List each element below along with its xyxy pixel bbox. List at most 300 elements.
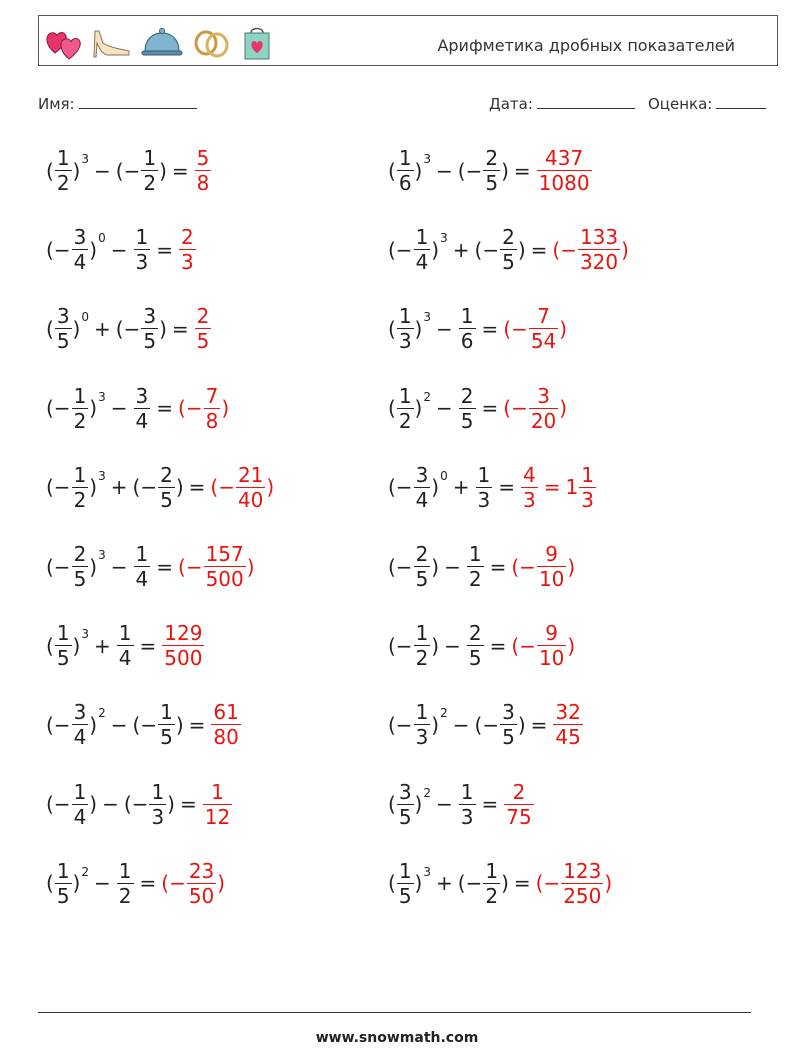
parenthesis: ): [72, 316, 81, 341]
denominator: 8: [196, 171, 210, 195]
operator: =: [171, 158, 189, 183]
numerator: 3: [73, 700, 87, 725]
numerator: 2: [512, 779, 526, 804]
parenthesis: (−: [474, 712, 500, 737]
numerator: 1: [415, 700, 429, 725]
fraction: [521, 463, 538, 512]
exponent: 3: [423, 152, 431, 166]
fraction: [397, 146, 414, 195]
fraction: [149, 780, 166, 829]
denominator: 2: [398, 408, 412, 433]
parenthesis: (−: [474, 237, 500, 262]
answer: [178, 384, 229, 433]
numerator: 21: [237, 462, 264, 487]
denominator: 500: [205, 567, 244, 591]
denominator: 5: [468, 646, 482, 671]
operator: −: [94, 158, 111, 183]
numerator: 1: [73, 462, 87, 487]
fraction: [141, 146, 158, 195]
denominator: 4: [415, 250, 429, 275]
parenthesis: (−: [178, 554, 203, 579]
denominator: 5: [56, 646, 70, 671]
fraction: [467, 621, 484, 670]
operator: =: [530, 712, 548, 737]
answer: [194, 146, 213, 195]
answer: [194, 304, 213, 353]
numerator: 3: [135, 383, 149, 408]
numerator: 1: [398, 383, 412, 408]
numerator: 1: [160, 700, 173, 725]
denominator: 2: [56, 171, 70, 195]
denominator: 12: [204, 804, 231, 829]
problem-item: [388, 384, 567, 433]
numerator: 2: [196, 304, 210, 329]
operator: =: [481, 316, 499, 341]
numerator: 1: [398, 858, 412, 883]
fraction: [72, 542, 89, 591]
answer: [536, 146, 593, 195]
denominator: 3: [151, 804, 165, 829]
operator: =: [188, 475, 206, 500]
operator: −: [102, 792, 119, 817]
operator: −: [436, 316, 453, 341]
operator: =: [513, 871, 531, 896]
fraction: [500, 225, 517, 274]
operator: −: [436, 158, 453, 183]
denominator: 10: [538, 567, 565, 591]
fraction: [72, 384, 89, 433]
numerator: 1: [581, 462, 594, 487]
parenthesis: (−: [388, 554, 413, 579]
fraction: [72, 780, 89, 829]
fraction: [195, 304, 212, 353]
parenthesis: (−: [132, 475, 158, 500]
numerator: 1: [56, 621, 70, 646]
fraction: [578, 225, 620, 274]
operator: −: [110, 712, 128, 737]
numerator: 1: [211, 779, 224, 804]
answer: [511, 621, 575, 670]
exponent: 3: [98, 468, 106, 483]
answer: [210, 700, 241, 749]
parenthesis: ): [89, 475, 98, 500]
denominator: 5: [502, 250, 515, 275]
parenthesis: ): [159, 316, 167, 341]
numerator: 61: [213, 700, 239, 725]
numerator: 2: [160, 462, 173, 487]
numerator: 2: [485, 146, 499, 170]
exponent: 3: [423, 864, 431, 879]
footer-divider: [38, 1012, 751, 1013]
problem-item: [46, 621, 205, 670]
denominator: 3: [135, 250, 149, 275]
operator: =: [156, 554, 174, 579]
denominator: 2: [73, 487, 87, 512]
exponent: 3: [81, 627, 89, 642]
operator: +: [94, 316, 111, 341]
parenthesis: ): [72, 633, 81, 658]
fraction: [561, 859, 603, 908]
answer: [552, 700, 583, 749]
exponent: 2: [423, 785, 431, 800]
denominator: 3: [523, 487, 536, 512]
denominator: 5: [160, 487, 173, 512]
fraction: [459, 384, 476, 433]
exponent: 3: [98, 389, 106, 404]
parenthesis: (−: [46, 237, 71, 262]
parenthesis: ): [167, 792, 175, 817]
parenthesis: ): [159, 158, 167, 183]
denominator: 6: [460, 329, 474, 354]
denominator: 5: [143, 329, 157, 354]
denominator: 3: [181, 250, 194, 275]
parenthesis: ): [431, 554, 440, 579]
fraction: [397, 384, 414, 433]
fraction: [414, 463, 431, 512]
fraction: [414, 542, 431, 591]
denominator: 3: [460, 804, 474, 829]
parenthesis: (−: [388, 475, 413, 500]
operator: =: [489, 554, 507, 579]
parenthesis: ): [175, 712, 184, 737]
numerator: 3: [56, 304, 70, 329]
parenthesis: ): [175, 475, 184, 500]
fraction: [117, 859, 134, 908]
numerator: 2: [460, 383, 474, 408]
parenthesis: (−: [210, 475, 235, 500]
fraction: [397, 780, 414, 829]
date-label: Дата:: [489, 95, 533, 113]
numerator: 3: [502, 700, 515, 725]
parenthesis: (−: [46, 712, 71, 737]
parenthesis: ): [89, 554, 98, 579]
parenthesis: ): [517, 712, 526, 737]
parenthesis: ): [567, 554, 576, 579]
parenthesis: (−: [123, 792, 149, 817]
parenthesis: ): [89, 712, 98, 737]
parenthesis: (−: [503, 316, 528, 341]
denominator: 6: [398, 171, 412, 195]
numerator: 1: [56, 146, 70, 170]
answer: [178, 542, 255, 591]
numerator: 1: [151, 779, 165, 804]
problem-item: [388, 780, 535, 829]
wedding-rings-icon: [191, 23, 233, 61]
parenthesis: (−: [511, 554, 536, 579]
answer: [161, 859, 225, 908]
parenthesis: (: [388, 792, 396, 817]
fraction: [204, 542, 246, 591]
numerator: 1: [118, 858, 132, 883]
answer: [503, 780, 534, 829]
operator: =: [139, 633, 157, 658]
denominator: 4: [135, 408, 149, 433]
denominator: 5: [485, 171, 499, 195]
fraction: [134, 542, 151, 591]
numerator: 3: [398, 779, 412, 804]
fraction: [476, 463, 493, 512]
numerator: 1: [135, 225, 149, 250]
numerator: 2: [468, 621, 482, 646]
fraction: [459, 304, 476, 353]
denominator: 3: [398, 329, 412, 354]
fraction: [117, 621, 134, 670]
fraction: [414, 621, 431, 670]
numerator: 129: [164, 621, 203, 646]
parenthesis: (−: [388, 712, 413, 737]
numerator: 1: [56, 858, 70, 883]
serving-cloche-icon: [139, 23, 185, 61]
parenthesis: (: [46, 158, 54, 183]
denominator: 4: [135, 567, 149, 591]
parenthesis: ): [604, 871, 613, 896]
parenthesis: ): [431, 475, 440, 500]
parenthesis: ): [246, 554, 255, 579]
fraction: [483, 859, 500, 908]
problem-item: [46, 542, 255, 591]
parenthesis: ): [559, 396, 568, 421]
operator: =: [530, 237, 548, 262]
fraction: [72, 700, 89, 749]
parenthesis: (: [46, 871, 54, 896]
parenthesis: (−: [535, 871, 561, 896]
numerator: 123: [563, 858, 602, 883]
parenthesis: ): [89, 237, 98, 262]
denominator: 5: [160, 725, 173, 750]
denominator: 5: [502, 725, 515, 750]
operator: =: [489, 633, 507, 658]
fraction: [187, 859, 216, 908]
fraction: [529, 384, 558, 433]
hearts-icon: [43, 23, 85, 61]
fraction: [553, 700, 582, 749]
parenthesis: (−: [115, 158, 141, 183]
numerator: 1: [460, 779, 474, 804]
operator: =: [543, 475, 561, 500]
exponent: 0: [440, 468, 448, 483]
fraction: [459, 780, 476, 829]
denominator: 5: [56, 883, 70, 908]
parenthesis: (−: [161, 871, 186, 896]
exponent: 3: [440, 231, 448, 246]
fraction: [158, 700, 175, 749]
operator: +: [436, 871, 453, 896]
denominator: 75: [506, 804, 532, 829]
operator: −: [110, 396, 128, 421]
parenthesis: (−: [457, 158, 483, 183]
parenthesis: ): [414, 316, 423, 341]
denominator: 2: [415, 646, 429, 671]
header-icons: [43, 21, 275, 63]
denominator: 4: [73, 804, 87, 829]
answer: [161, 621, 205, 670]
denominator: 5: [460, 408, 474, 433]
high-heel-shoe-icon: [91, 23, 133, 61]
denominator: 80: [213, 725, 239, 750]
parenthesis: (−: [46, 396, 71, 421]
problem-item: [46, 463, 274, 512]
fraction: [397, 859, 414, 908]
denominator: 4: [73, 725, 87, 750]
numerator: 1: [143, 146, 157, 170]
name-field: [38, 95, 197, 113]
problem-item: [388, 542, 575, 591]
denominator: 1080: [538, 171, 590, 195]
numerator: 5: [196, 146, 210, 170]
denominator: 2: [73, 408, 87, 433]
parenthesis: (: [388, 316, 396, 341]
parenthesis: (−: [178, 396, 203, 421]
denominator: 40: [237, 487, 264, 512]
parenthesis: ): [414, 158, 423, 183]
numerator: 1: [118, 621, 132, 646]
answer: [210, 463, 274, 512]
parenthesis: ): [72, 871, 81, 896]
answer: [536, 859, 613, 908]
fraction: [529, 304, 558, 353]
numerator: 9: [545, 542, 559, 566]
denominator: 5: [398, 804, 412, 829]
problem-item: [46, 304, 212, 353]
parenthesis: ): [414, 871, 423, 896]
operator: −: [444, 554, 461, 579]
parenthesis: (: [46, 316, 54, 341]
parenthesis: (−: [511, 633, 536, 658]
parenthesis: (−: [388, 237, 413, 262]
fraction: [195, 146, 212, 195]
denominator: 3: [477, 487, 491, 512]
fraction: [500, 700, 517, 749]
exponent: 0: [81, 310, 89, 325]
denominator: 5: [398, 883, 412, 908]
parenthesis: ): [431, 633, 440, 658]
fraction: [55, 304, 72, 353]
operator: =: [139, 871, 157, 896]
numerator: 1: [415, 225, 429, 250]
denominator: 8: [205, 408, 219, 433]
operator: +: [94, 633, 111, 658]
denominator: 20: [530, 408, 557, 433]
grade-label: Оценка:: [648, 95, 713, 113]
date-field: [489, 95, 635, 113]
fraction: [236, 463, 265, 512]
numerator: 3: [143, 304, 157, 329]
parenthesis: ): [567, 633, 576, 658]
numerator: 1: [460, 304, 474, 329]
answer: [202, 780, 233, 829]
parenthesis: ): [266, 475, 275, 500]
numerator: 9: [545, 621, 559, 646]
numerator: 2: [502, 225, 515, 250]
numerator: 1: [415, 621, 429, 646]
fraction: [55, 621, 72, 670]
denominator: 2: [485, 883, 499, 908]
name-blank[interactable]: [79, 107, 197, 109]
fraction: [467, 542, 484, 591]
exponent: 2: [98, 706, 106, 721]
denominator: 4: [118, 646, 132, 671]
numerator: 7: [205, 383, 219, 408]
fraction: [141, 304, 158, 353]
problem-item: [46, 700, 242, 749]
numerator: 1: [73, 383, 87, 408]
parenthesis: ): [431, 712, 440, 737]
header-box: [38, 15, 778, 66]
parenthesis: (−: [46, 792, 71, 817]
denominator: 5: [73, 567, 87, 591]
operator: =: [481, 396, 499, 421]
denominator: 320: [579, 250, 619, 275]
parenthesis: ): [414, 792, 423, 817]
numerator: 1: [73, 779, 87, 804]
date-blank[interactable]: [537, 107, 635, 109]
parenthesis: ): [501, 871, 509, 896]
denominator: 2: [143, 171, 157, 195]
operator: =: [513, 158, 531, 183]
operator: −: [436, 396, 453, 421]
parenthesis: ): [414, 396, 423, 421]
parenthesis: ): [621, 237, 629, 262]
problem-item: [388, 304, 567, 353]
parenthesis: (−: [388, 633, 413, 658]
problem-item: [388, 146, 593, 195]
problem-item: [46, 859, 225, 908]
denominator: 5: [56, 329, 70, 354]
operator: −: [110, 554, 128, 579]
fraction: [203, 780, 232, 829]
parenthesis: ): [221, 396, 230, 421]
grade-blank[interactable]: [716, 107, 766, 109]
parenthesis: 1: [565, 475, 579, 500]
fraction: [158, 463, 175, 512]
fraction: [162, 621, 204, 670]
denominator: 4: [73, 250, 87, 275]
operator: =: [156, 237, 174, 262]
denominator: 50: [188, 883, 215, 908]
parenthesis: (−: [115, 316, 141, 341]
parenthesis: (−: [132, 712, 158, 737]
operator: =: [179, 792, 197, 817]
fraction: [204, 384, 221, 433]
answer: [178, 225, 197, 274]
numerator: 23: [188, 858, 215, 883]
numerator: 2: [73, 542, 87, 566]
numerator: 2: [181, 225, 194, 250]
problem-item: [46, 225, 197, 274]
operator: =: [481, 792, 499, 817]
exponent: 3: [98, 548, 106, 562]
grade-field: [648, 95, 766, 113]
fraction: [504, 780, 533, 829]
parenthesis: (: [388, 871, 396, 896]
numerator: 32: [555, 700, 581, 725]
numerator: 7: [537, 304, 550, 329]
denominator: 4: [415, 487, 429, 512]
parenthesis: (−: [457, 871, 483, 896]
numerator: 157: [205, 542, 244, 566]
parenthesis: (: [46, 633, 54, 658]
parenthesis: (−: [503, 396, 528, 421]
operator: −: [94, 871, 111, 896]
name-label: Имя:: [38, 95, 75, 113]
numerator: 1: [398, 304, 412, 329]
parenthesis: ): [217, 871, 226, 896]
numerator: 3: [73, 225, 87, 250]
answer: [552, 225, 629, 274]
parenthesis: ): [431, 237, 440, 262]
fraction: [211, 700, 240, 749]
fraction: [134, 225, 151, 274]
